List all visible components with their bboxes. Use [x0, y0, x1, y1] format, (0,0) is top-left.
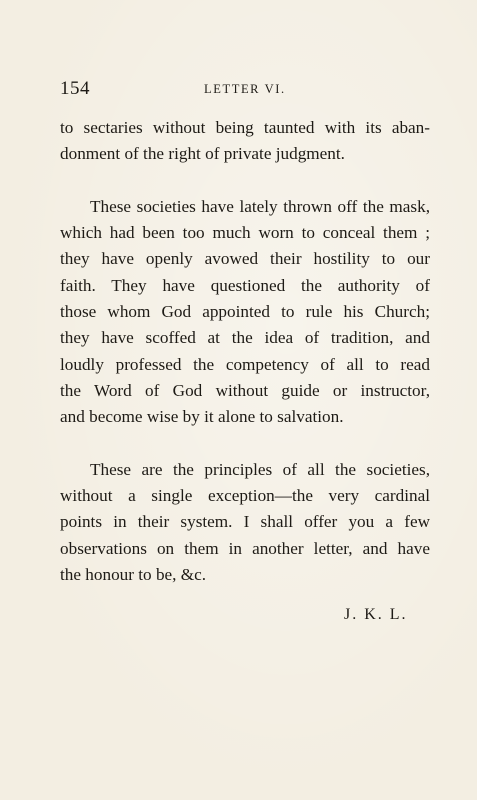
text-line: they have openly avowed their hostility to our	[60, 249, 430, 269]
text-line: loudly professed the competency of all to read	[60, 354, 430, 374]
body-text	[60, 115, 430, 588]
paragraph	[60, 457, 430, 588]
text-line: and become wise by it alone to salvation.	[60, 407, 344, 427]
text-line: without a single exception—the very cardinal	[60, 486, 430, 506]
page-number: 154	[60, 78, 90, 99]
paragraph-gap	[60, 431, 430, 457]
paragraph	[60, 194, 430, 431]
text-line: to sectaries without being taunted with its aban-	[60, 118, 430, 137]
text-line: which had been too much worn to conceal them ;	[60, 223, 430, 243]
text-line: the Word of God without guide or instructor,	[60, 380, 430, 400]
text-line: faith. They have questioned the authority of	[60, 275, 430, 295]
text-line: those whom God appointed to rule his Church;	[60, 302, 430, 322]
text-line: donment of the right of private judgment.	[60, 144, 345, 164]
signature: J. K. L.	[344, 606, 408, 623]
text-line: points in their system. I shall offer you a few	[60, 512, 430, 532]
text-line: These are the principles of all the societies,	[90, 459, 430, 479]
paragraph	[60, 115, 430, 168]
page-header	[60, 78, 430, 100]
running-head: LETTER VI.	[204, 82, 286, 96]
text-line: observations on them in another letter, and have	[60, 538, 430, 558]
text-line: These societies have lately thrown off the mask,	[90, 196, 430, 216]
text-line: the honour to be, &c.	[60, 565, 207, 585]
paragraph-gap	[60, 168, 430, 194]
text-line: they have scoffed at the idea of tradition, and	[60, 328, 430, 348]
